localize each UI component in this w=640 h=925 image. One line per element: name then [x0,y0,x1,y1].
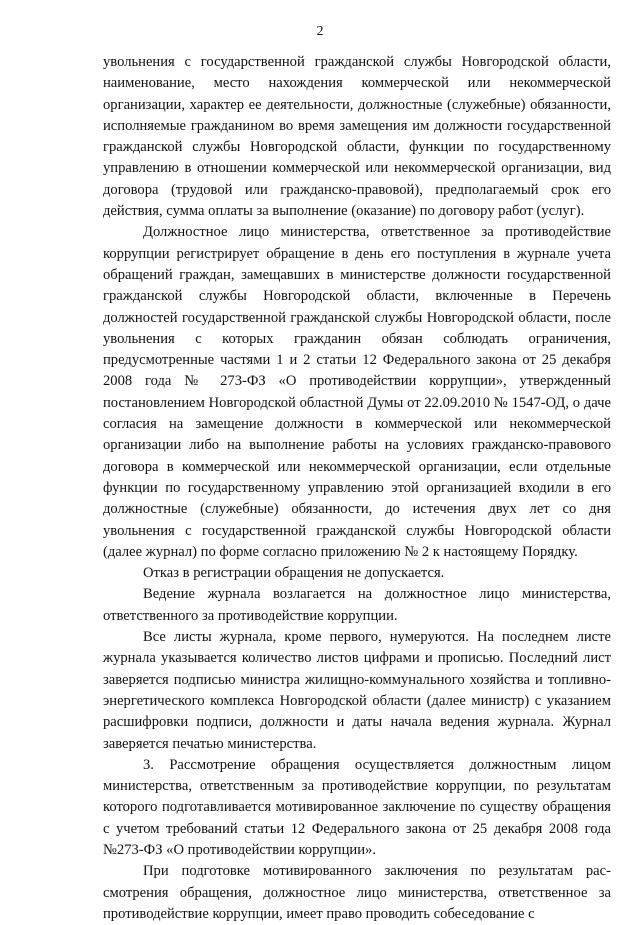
paragraph-journal-keeping: Ведение журнала возлагается на должностное лицо министерства, ответственного за противодействие коррупции. [103,586,611,624]
paragraph-journal-sheets: Все листы журнала, кроме первого, нумеруются. На последнем листе журнала указывается количество листов цифрами и прописью. Последний лист заверяется подписью министра жилищно-коммунального хозяйства и топливно-энергетического комплекса Новгородской области (далее министр) с указанием расшифровки подписи, должности и даты начала ведения журнала. Журнал заверяется печатью министерства. [103,629,611,752]
paragraph-continuation: увольнения с государственной гражданской службы Новгородской области, наименование, место нахождения коммерческой или некоммерческой организации, характер ее деятельности, должностные (служебные) обязанности, исполняемые гражданином во время замещения им должности государственной гражданской службы Новгородской области, функции по государственному управлению в отношении коммерческой или некоммерческой организации, вид договора (трудовой или гражданско-правовой), предполагаемый срок его действия, сумма оплаты за выполнение (оказание) по договору работ (услуг). [103,54,611,220]
paragraph-registration: Должностное лицо министерства, ответственное за противодействие коррупции регистрирует обращение в день его поступления в журнале учета обращений граждан, замещавших в министерстве должности государственной гражданской службы Новгородской области, включенные в Перечень должностей государственной гражданской службы Новгородской области, после увольнения с которых гражданин обязан соблюдать ограничения, предусмотренные частями 1 и 2 статьи 12 Федерального закона от 25 декабря 2008 года № 273-ФЗ «О противодействии коррупции», утвержденный постановлением Новгородской областной Думы от 22.09.2010 № 1547-ОД, о даче согласия на замещение должности в коммерческой или некоммерческой организации либо на выполнение работы на условиях гражданско-правового договора в коммерческой или некоммерческой организации, если отдельные функции по государственному управлению этой организацией входили в его должностные (служебные) обязанности, до истечения двух лет со дня увольнения с государственной гражданской службы Новгородской области (далее журнал) по форме согласно приложению № 2 к настоящему Порядку. [103,224,611,560]
paragraph-section-3: 3. Рассмотрение обращения осуществляется должностным лицом министерства, ответственным за противодействие коррупции, по результатам которого подготавливается мотивированное заключение по существу обращения с учетом требований статьи 12 Федерального закона от 25 декабря 2008 года №273-ФЗ «О противодействии коррупции». [103,756,611,858]
document-body [103,52,611,925]
paragraph-conclusion-preparation: При подготовке мотивированного заключения по результатам рас-смотрения обращения, должностное лицо министерства, ответственное за противодействие коррупции, имеет право проводить собеседование с [103,863,611,922]
paragraph-refusal: Отказ в регистрации обращения не допускается. [143,565,445,582]
page-number: 2 [316,24,324,39]
